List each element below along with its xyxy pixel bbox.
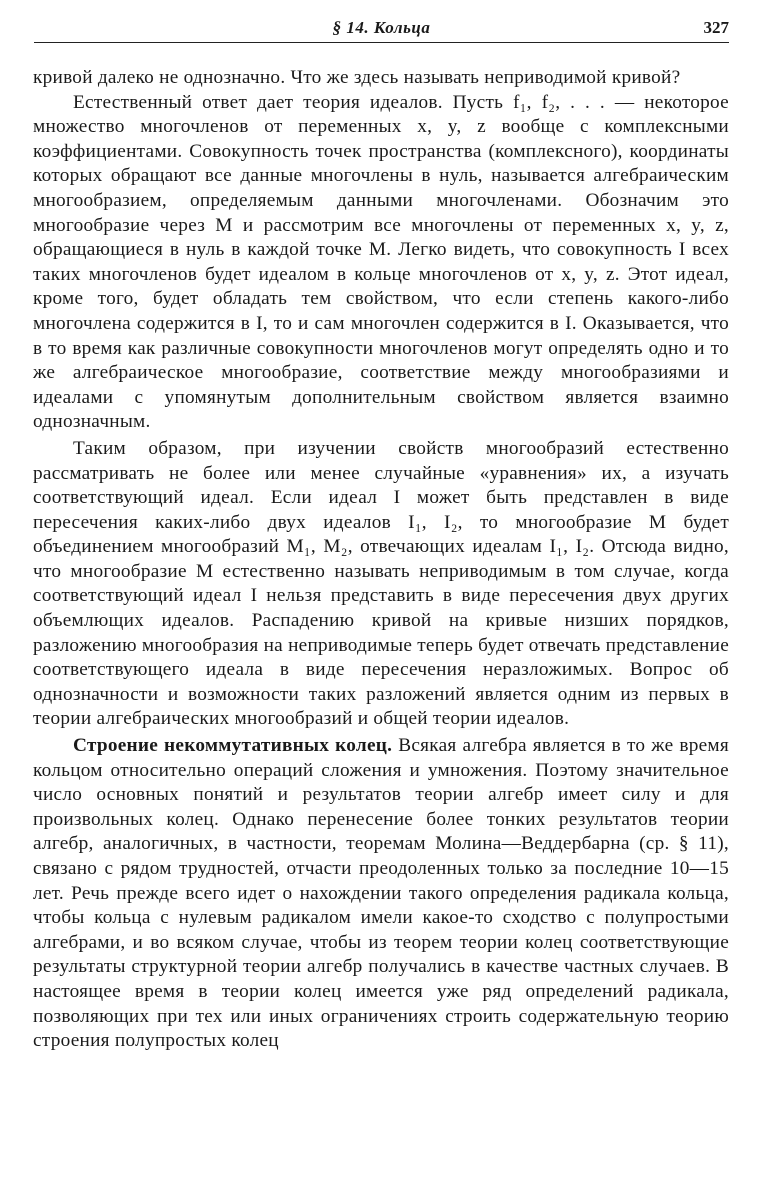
page-number: 327 [703, 18, 729, 37]
page-header [34, 14, 729, 43]
paragraph-varieties: Таким образом, при изучении свойств многообразий естественно рассматривать не более или менее случайные «уравнения» их, а изучать соответствующий идеал. Если идеал I может быть представлен в виде пересечения каких-либо двух идеалов I₁, I₂, то многообразие M будет объединением многообразий M₁, M₂, отвечающих идеалам I₁, I₂. Отсюда видно, что многообразие M естественно называть неприводимым в том случае, когда соответствующий идеал I нельзя представить в виде пересечения двух других объемлющих идеалов. Распадению кривой на кривые низших порядков, разложению многообразия на неприводимые теперь будет отвечать представление соответствующего идеала в виде пересечения неразложимых. Вопрос об однозначности и возможности таких разложений является одним из первых в теории алгебраических многообразий и общей теории идеалов. [33, 437, 729, 730]
section-text: Всякая алгебра является в то же время кольцом относительно операций сложения и умножения. Поэтому значительное число основных понятий и результатов теории алгебр имеет силу и для произвольных колец. Однако перенесение более тонких результатов теории алгебр, аналогичных, в частности, теоремам Молина—Веддербарна (ср. § 11), связано с рядом трудностей, отчасти преодоленных только за последние 10—15 лет. Речь прежде всего идет о нахождении такого определения радикала кольца, чтобы кольца с нулевым радикалом имели какое-то сходство с полупростыми алгебрами, и во всяком случае, чтобы из теорем теории колец соответствующие результаты структурной теории алгебр получались в качестве частных случаев. В настоящее время в теории колец имеется уже ряд определений радикала, позволяющих при тех или иных ограничениях строить содержательную теорию строения полупростых колец [33, 735, 729, 1052]
running-title: § 14. Кольца [332, 18, 431, 37]
page-body [33, 66, 729, 1054]
paragraph-continuation: кривой далеко не однозначно. Что же здесь называть неприводимой кривой? [33, 67, 681, 88]
section-run-in-heading: Строение некоммутативных колец. [73, 735, 393, 757]
paragraph-ideal-theory: Естественный ответ дает теория идеалов. Пусть f₁, f₂, . . . — некоторое множество многочленов от переменных x, y, z вообще с комплексными коэффициентами. Совокупность точек пространства (комплексного), координаты которых обращают все данные многочлены в нуль, называется алгебраическим многообразием, определяемым данными многочленами. Обозначим это многообразие через M и рассмотрим все многочлены от переменных x, y, z, обращающиеся в нуль в каждой точке M. Легко видеть, что совокупность I всех таких многочленов будет идеалом в кольце многочленов от x, y, z. Этот идеал, кроме того, будет обладать тем свойством, что если степень какого-либо многочлена содержится в I, то и сам многочлен содержится в I. Оказывается, что в то время как различные совокупности многочленов могут определять одно и то же алгебраическое многообразие, соответствие между многообразиями и идеалами с упомянутым дополнительным свойством является взаимно однозначным. [33, 91, 729, 433]
paragraph-noncommutative-rings [33, 734, 729, 1054]
